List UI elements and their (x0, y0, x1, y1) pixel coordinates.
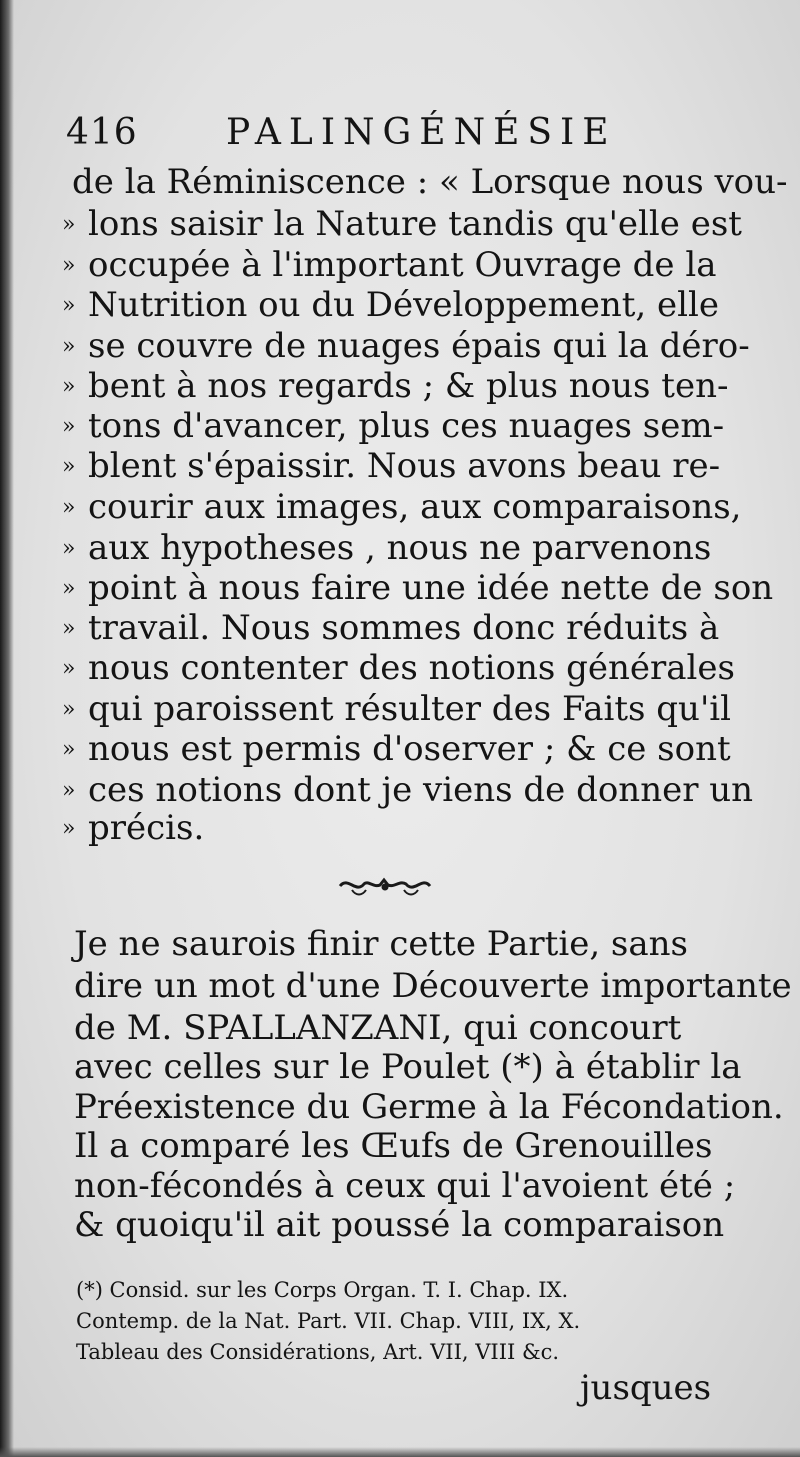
quote-line: » lons saisir la Nature tandis qu'elle est (62, 204, 742, 244)
footnote-line: (*) Consid. sur les Corps Organ. T. I. Chap. IX. (76, 1278, 569, 1302)
body-line: Il a comparé les Œufs de Grenouilles (74, 1126, 713, 1166)
quote-line: » blent s'épaissir. Nous avons beau re- (62, 446, 721, 486)
footnote-line: Contemp. de la Nat. Part. VII. Chap. VIII, IX, X. (76, 1309, 581, 1333)
quote-line: » aux hypotheses , nous ne parvenons (62, 528, 712, 568)
body-line: Préexistence du Germe à la Fécondation. (74, 1087, 784, 1127)
quote-mark: » (62, 293, 76, 318)
quote-mark: » (62, 374, 76, 399)
quote-mark: » (62, 737, 76, 762)
quote-line: » nous est permis d'oserver ; & ce sont (62, 729, 731, 769)
quote-mark: » (62, 536, 76, 561)
quote-line: de la Réminiscence : « Lorsque nous vou- (72, 162, 788, 202)
body-line: avec celles sur le Poulet (*) à établir la (74, 1047, 742, 1087)
page-gutter-shadow (0, 0, 14, 1457)
quote-line: » se couvre de nuages épais qui la déro- (62, 326, 750, 366)
page-number: 416 (66, 112, 138, 153)
body-line: dire un mot d'une Découverte importante (74, 966, 792, 1006)
quote-mark: » (62, 616, 76, 641)
quote-line: » ces notions dont je viens de donner un (62, 770, 754, 810)
quote-line: » Nutrition ou du Développement, elle (62, 285, 720, 325)
quote-mark: » (62, 816, 76, 841)
quote-line: » courir aux images, aux comparaisons, (62, 487, 742, 527)
body-line: Je ne saurois finir cette Partie, sans (74, 924, 688, 964)
quote-line: » bent à nos regards ; & plus nous ten- (62, 366, 729, 406)
quote-line: » travail. Nous sommes donc réduits à (62, 608, 720, 648)
catchword: jusques (580, 1368, 712, 1408)
footnote-line: Tableau des Considérations, Art. VII, VIII &c. (76, 1340, 560, 1364)
running-head: PALINGÉNÉSIE (226, 112, 617, 153)
fleuron-ornament-icon (338, 872, 432, 898)
quote-mark: » (62, 414, 76, 439)
body-line: de M. SPALLANZANI, qui concourt (74, 1008, 682, 1048)
quote-mark: » (62, 576, 76, 601)
body-line: non-fécondés à ceux qui l'avoient été ; (74, 1166, 736, 1206)
quote-line: » nous contenter des notions générales (62, 648, 735, 688)
body-line: & quoiqu'il ait poussé la comparaison (74, 1205, 725, 1245)
quote-mark: » (62, 253, 76, 278)
quote-mark: » (62, 656, 76, 681)
quote-line: » occupée à l'important Ouvrage de la (62, 245, 717, 285)
quote-mark: » (62, 454, 76, 479)
page-bottom-shadow (0, 1447, 800, 1457)
quote-line: » point à nous faire une idée nette de son (62, 568, 774, 608)
quote-line: » précis. (62, 808, 205, 848)
quote-mark: » (62, 334, 76, 359)
quote-mark: » (62, 495, 76, 520)
page-header (66, 112, 726, 156)
quote-mark: » (62, 697, 76, 722)
quote-line: » qui paroissent résulter des Faits qu'il (62, 689, 732, 729)
quote-mark: » (62, 778, 76, 803)
quote-line: » tons d'avancer, plus ces nuages sem- (62, 406, 725, 446)
quote-mark: » (62, 212, 76, 237)
